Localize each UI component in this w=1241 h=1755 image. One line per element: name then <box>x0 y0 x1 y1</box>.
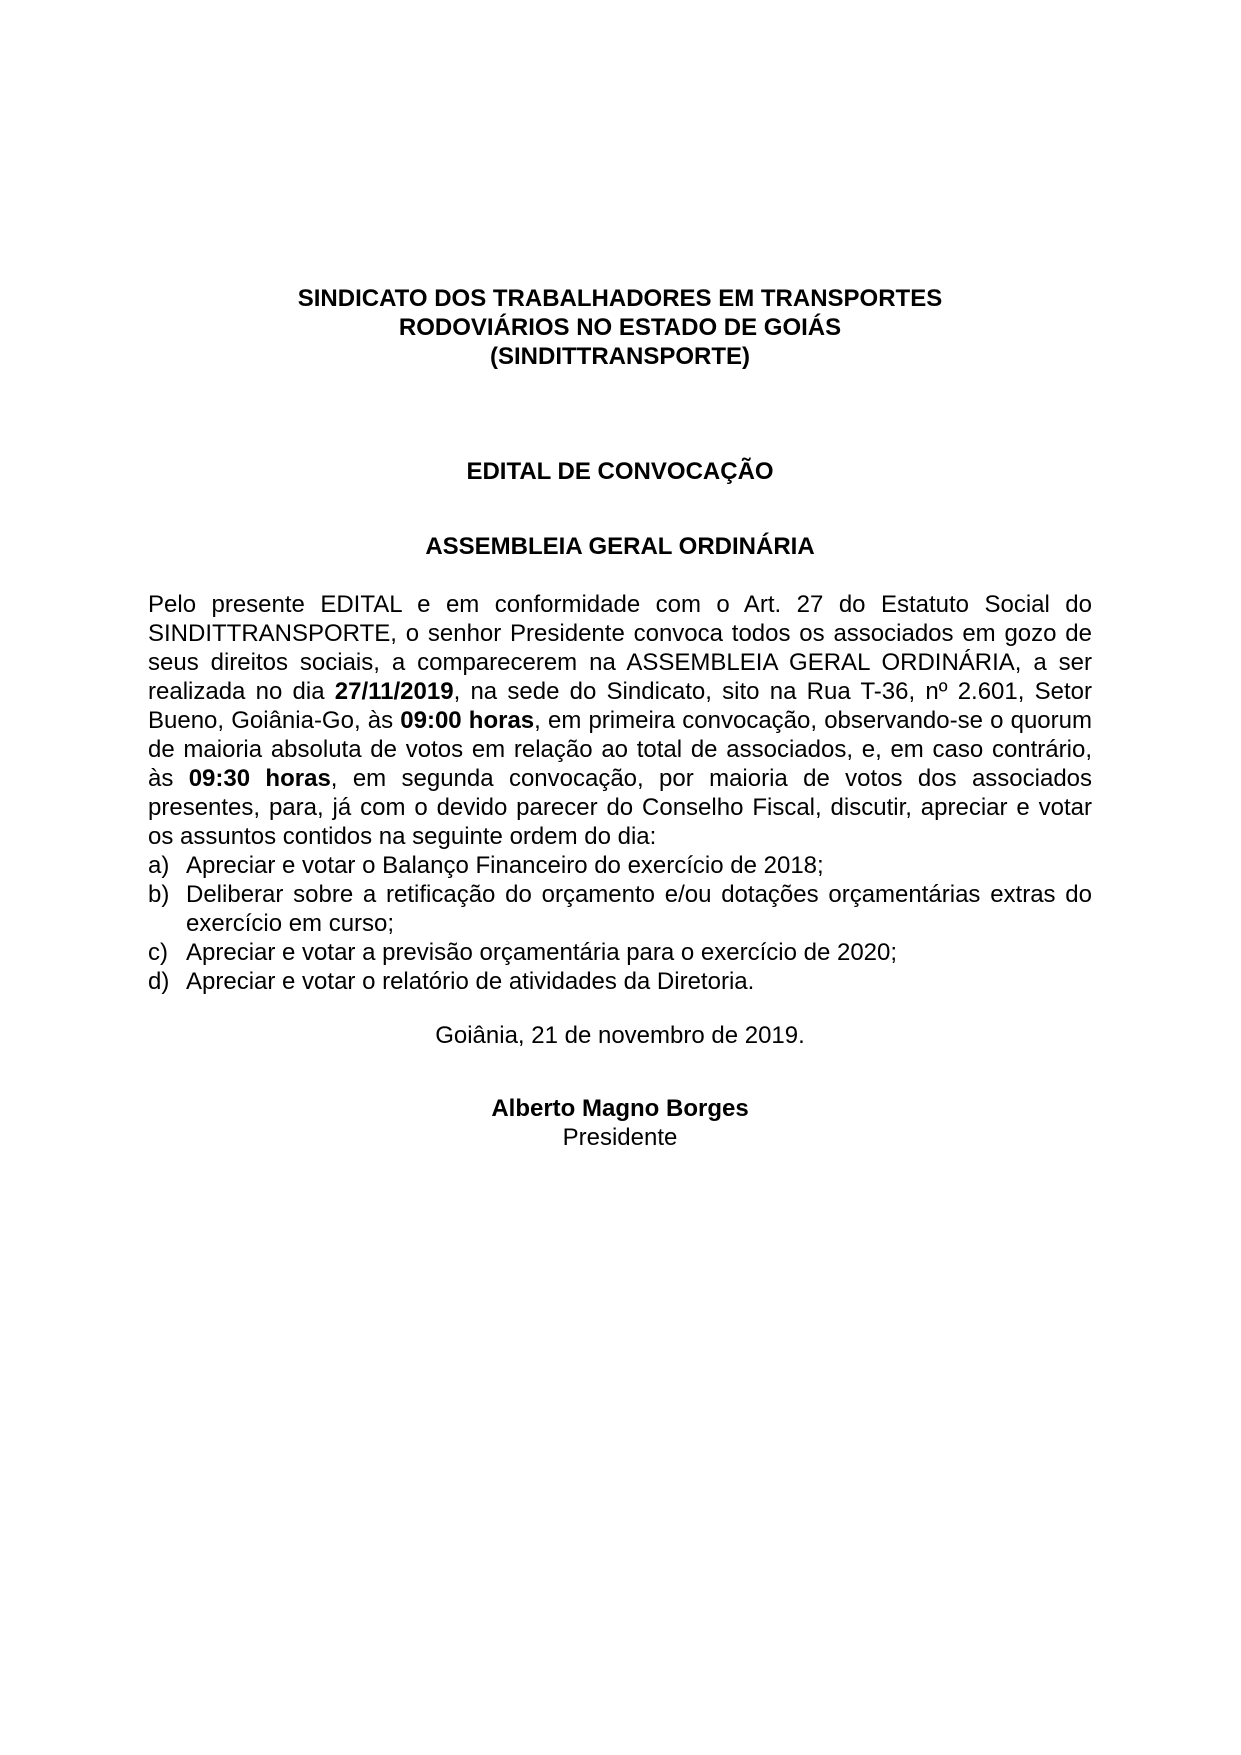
agenda-item <box>148 967 1092 996</box>
second-call-time: 09:30 horas <box>188 765 331 792</box>
body-text-part-3: , em primeira convocação, observando-se o quorum de maioria absoluta de votos em relação ao total de associados, e, em caso contrário, às <box>148 707 1092 792</box>
union-header <box>148 284 1092 371</box>
place-and-date: Goiânia, 21 de novembro de 2019. <box>435 1022 805 1049</box>
agenda-marker: a) <box>148 852 170 879</box>
agenda-marker: b) <box>148 881 170 908</box>
agenda-marker: d) <box>148 968 170 995</box>
agenda-text: Apreciar e votar o relatório de atividades da Diretoria. <box>186 968 755 995</box>
agenda-text: Apreciar e votar a previsão orçamentária para o exercício de 2020; <box>186 939 898 966</box>
header-line-2: RODOVIÁRIOS NO ESTADO DE GOIÁS <box>398 314 842 341</box>
agenda-item <box>148 851 1092 880</box>
signature-block <box>148 1094 1092 1152</box>
agenda-text: Apreciar e votar o Balanço Financeiro do exercício de 2018; <box>186 852 824 879</box>
first-call-time: 09:00 horas <box>400 707 535 734</box>
signer-title: Presidente <box>562 1124 678 1151</box>
document-page <box>148 284 1092 1152</box>
convocation-body <box>148 590 1092 851</box>
header-line-3: (SINDITTRANSPORTE) <box>490 343 750 370</box>
header-line-1: SINDICATO DOS TRABALHADORES EM TRANSPORTES <box>297 285 943 312</box>
agenda-item <box>148 880 1092 938</box>
agenda-marker: c) <box>148 939 168 966</box>
agenda-list <box>148 851 1092 996</box>
edital-title: EDITAL DE CONVOCAÇÃO <box>466 458 774 485</box>
body-text-part-2: , na sede do Sindicato, sito na Rua T-36, nº 2.601, Setor Bueno, Goiânia-Go, às <box>148 678 1092 734</box>
agenda-text: Deliberar sobre a retificação do orçamento e/ou dotações orçamentárias extras do exercício em curso; <box>186 881 1092 937</box>
assembly-title: ASSEMBLEIA GERAL ORDINÁRIA <box>425 533 815 560</box>
meeting-date: 27/11/2019 <box>334 678 454 705</box>
agenda-item <box>148 938 1092 967</box>
signer-name: Alberto Magno Borges <box>491 1095 749 1122</box>
body-text-part-4: , em segunda convocação, por maioria de votos dos associados presentes, para, já com o devido parecer do Conselho Fiscal, discutir, apreciar e votar os assuntos contidos na seguinte ordem do dia: <box>148 765 1093 850</box>
body-text-part-1: Pelo presente EDITAL e em conformidade com o Art. 27 do Estatuto Social do SINDITTRANSPORTE, o senhor Presidente convoca todos os associados em gozo de seus direitos sociais, a comparecerem na ASSEMBLEIA GERAL ORDINÁRIA, a ser realizada no dia <box>148 591 1092 705</box>
